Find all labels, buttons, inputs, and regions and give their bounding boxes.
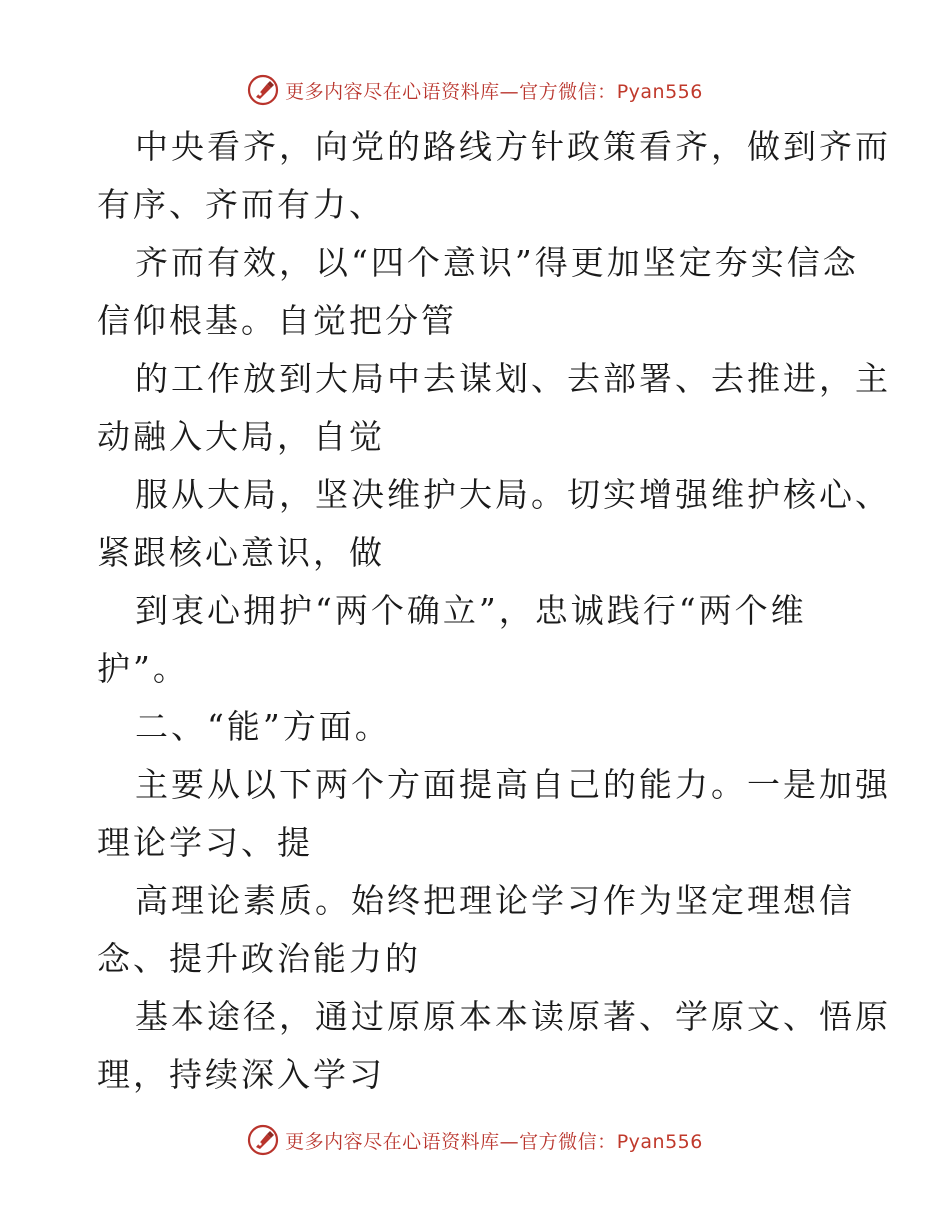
body-line: 高理论素质。始终把理论学习作为坚定理想信 — [135, 881, 855, 920]
footer-banner-main: 更多内容尽在心语资料库 — [285, 1130, 500, 1153]
header-banner-text — [285, 77, 703, 104]
body-line: 紧跟核心意识，做 — [97, 533, 385, 572]
body-line: 有序、齐而有力、 — [97, 185, 385, 224]
body-line: 服从大局，坚决维护大局。切实增强维护核心、 — [135, 475, 891, 514]
footer-banner-separator: — — [499, 1130, 520, 1153]
footer-banner-wechat-id: Pyan556 — [616, 1130, 703, 1153]
section-heading: 二、“能”方面。 — [135, 707, 391, 746]
body-line: 主要从以下两个方面提高自己的能力。一是加强 — [135, 765, 891, 804]
document-body — [97, 118, 891, 1104]
body-line: 基本途径，通过原原本本读原著、学原文、悟原 — [135, 997, 891, 1036]
pen-nib-logo-icon — [247, 74, 279, 106]
body-line: 理论学习、提 — [97, 823, 313, 862]
header-banner-main: 更多内容尽在心语资料库 — [285, 80, 500, 103]
body-line: 念、提升政治能力的 — [97, 939, 421, 978]
body-line: 信仰根基。自觉把分管 — [97, 301, 457, 340]
header-banner-separator: — — [499, 80, 520, 103]
pen-nib-logo-icon — [247, 1124, 279, 1156]
footer-banner-text — [285, 1127, 703, 1154]
footer-banner — [0, 1120, 950, 1160]
body-line: 到衷心拥护“两个确立”，忠诚践行“两个维 — [135, 591, 807, 630]
body-line: 的工作放到大局中去谋划、去部署、去推进，主 — [135, 359, 891, 398]
header-banner — [0, 70, 950, 110]
footer-banner-wechat-label: 官方微信： — [519, 1130, 617, 1153]
body-line: 中央看齐，向党的路线方针政策看齐，做到齐而 — [135, 127, 891, 166]
header-banner-wechat-id: Pyan556 — [616, 80, 703, 103]
body-line: 齐而有效，以“四个意识”得更加坚定夯实信念 — [135, 243, 859, 282]
body-line: 护”。 — [97, 649, 189, 688]
body-line: 动融入大局，自觉 — [97, 417, 385, 456]
body-line: 理，持续深入学习 — [97, 1055, 385, 1094]
header-banner-wechat-label: 官方微信： — [519, 80, 617, 103]
